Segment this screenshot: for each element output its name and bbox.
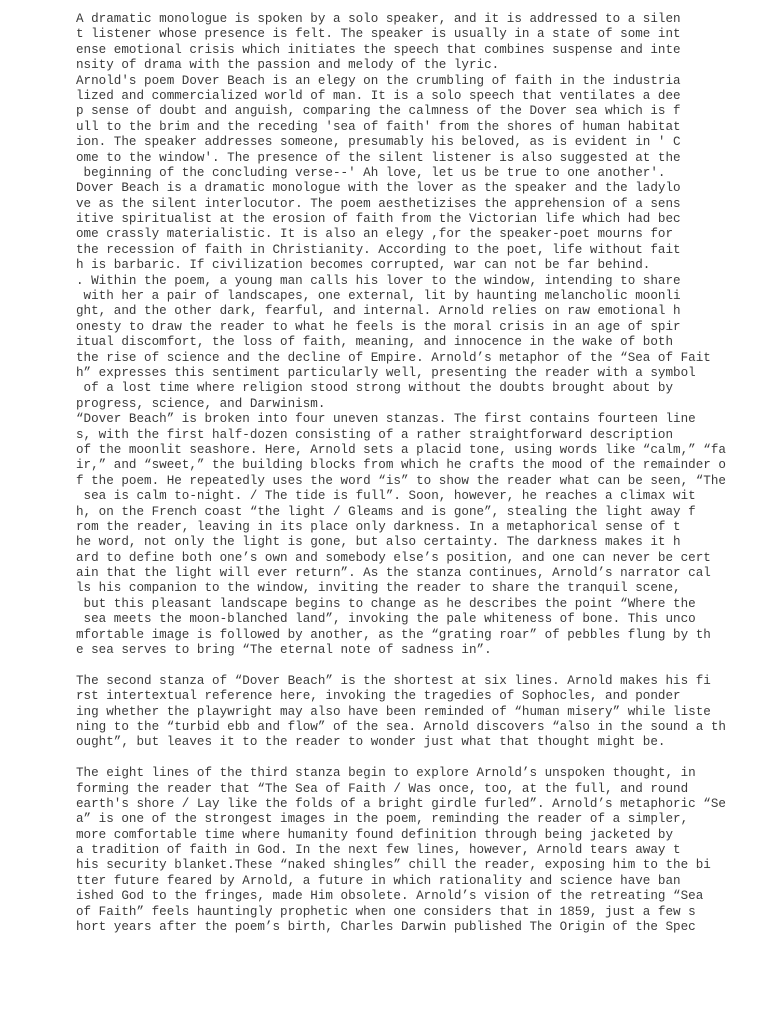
text-line: with her a pair of landscapes, one external, lit by haunting melancholic moonli xyxy=(76,289,681,304)
text-line: sea is calm to-night. / The tide is full”. Soon, however, he reaches a climax wit xyxy=(76,489,696,504)
text-line: ain that the light will ever return”. As the stanza continues, Arnold’s narrator cal xyxy=(76,566,711,581)
paragraph xyxy=(76,412,748,658)
text-line: onesty to draw the reader to what he feels is the moral crisis in an age of spir xyxy=(76,319,681,334)
text-line: lized and commercialized world of man. It is a solo speech that ventilates a dee xyxy=(76,88,681,103)
text-line: h, on the French coast “the light / Gleams and is gone”, stealing the light away f xyxy=(76,504,696,519)
text-line: ought”, but leaves it to the reader to wonder just what that thought might be. xyxy=(76,735,666,750)
text-line: of a lost time where religion stood strong without the doubts brought about by xyxy=(76,381,674,396)
text-line: The eight lines of the third stanza begin to explore Arnold’s unspoken thought, in xyxy=(76,766,696,781)
text-line: rst intertextual reference here, invoking the tragedies of Sophocles, and ponder xyxy=(76,689,681,704)
text-line: ing whether the playwright may also have been reminded of “human misery” while liste xyxy=(76,704,711,719)
text-line: A dramatic monologue is spoken by a solo speaker, and it is addressed to a silen xyxy=(76,12,681,26)
text-line: he word, not only the light is gone, but also certainty. The darkness makes it h xyxy=(76,535,681,550)
text-line: tter future feared by Arnold, a future in which rationality and science have ban xyxy=(76,873,681,888)
paragraph xyxy=(76,274,748,413)
text-line: ard to define both one’s own and somebody else’s position, and one can never be cert xyxy=(76,550,711,565)
text-line: of Faith” feels hauntingly prophetic when one considers that in 1859, just a few s xyxy=(76,904,696,919)
text-line: f the poem. He repeatedly uses the word “is” to show the reader what can be seen, “The xyxy=(76,473,726,488)
text-line: ning to the “turbid ebb and flow” of the sea. Arnold discovers “also in the sound a th xyxy=(76,719,726,734)
text-line: mfortable image is followed by another, as the “grating roar” of pebbles flung by th xyxy=(76,627,711,642)
text-line: his security blanket.These “naked shingles” chill the reader, exposing him to the bi xyxy=(76,858,711,873)
text-line: t listener whose presence is felt. The speaker is usually in a state of some int xyxy=(76,27,681,42)
text-line: The second stanza of “Dover Beach” is the shortest at six lines. Arnold makes his fi xyxy=(76,673,711,688)
text-line: ished God to the fringes, made Him obsolete. Arnold’s vision of the retreating “Sea xyxy=(76,889,704,904)
text-line: s, with the first half-dozen consisting of a rather straightforward description xyxy=(76,427,674,442)
text-line: ense emotional crisis which initiates the speech that combines suspense and inte xyxy=(76,42,681,57)
paragraph xyxy=(76,74,748,182)
blank-line xyxy=(76,658,748,673)
text-line: of the moonlit seashore. Here, Arnold sets a placid tone, using words like “calm,” “fa xyxy=(76,442,726,457)
text-line: ls his companion to the window, inviting the reader to share the tranquil scene, xyxy=(76,581,681,596)
document-page xyxy=(76,12,748,935)
text-line: sea meets the moon-blanched land”, invoking the pale whiteness of bone. This unco xyxy=(76,612,696,627)
text-line: hort years after the poem’s birth, Charles Darwin published The Origin of the Spec xyxy=(76,920,696,935)
text-line: h is barbaric. If civilization becomes corrupted, war can not be far behind. xyxy=(76,258,651,273)
text-line: nsity of drama with the passion and melody of the lyric. xyxy=(76,58,500,73)
text-line: more comfortable time where humanity found definition through being jacketed by xyxy=(76,827,674,842)
text-line: progress, science, and Darwinism. xyxy=(76,396,326,411)
text-line: earth's shore / Lay like the folds of a bright girdle furled”. Arnold’s metaphoric “Se xyxy=(76,796,726,811)
text-line: a” is one of the strongest images in the poem, reminding the reader of a simpler, xyxy=(76,812,689,827)
text-line: itive spiritualist at the erosion of faith from the Victorian life which had bec xyxy=(76,212,681,227)
text-line: . Within the poem, a young man calls his lover to the window, intending to share xyxy=(76,273,681,288)
text-line: ull to the brim and the receding 'sea of faith' from the shores of human habitat xyxy=(76,119,681,134)
text-line: Arnold's poem Dover Beach is an elegy on the crumbling of faith in the industria xyxy=(76,73,681,88)
text-line: h” expresses this sentiment particularly well, presenting the reader with a symbol xyxy=(76,365,696,380)
text-line: ion. The speaker addresses someone, presumably his beloved, as is evident in ' C xyxy=(76,135,681,150)
paragraph xyxy=(76,658,748,750)
text-line: ir,” and “sweet,” the building blocks from which he crafts the mood of the remainder o xyxy=(76,458,726,473)
text-line: a tradition of faith in God. In the next few lines, however, Arnold tears away t xyxy=(76,843,681,858)
text-line: forming the reader that “The Sea of Faith / Was once, too, at the full, and round xyxy=(76,781,689,796)
text-line: the recession of faith in Christianity. According to the poet, life without fait xyxy=(76,242,681,257)
paragraph xyxy=(76,12,748,74)
text-line: ome crassly materialistic. It is also an elegy ,for the speaker-poet mourns for xyxy=(76,227,674,242)
text-line: ve as the silent interlocutor. The poem aesthetizises the apprehension of a sens xyxy=(76,196,681,211)
text-line: ome to the window'. The presence of the silent listener is also suggested at the xyxy=(76,150,681,165)
text-line: but this pleasant landscape begins to change as he describes the point “Where the xyxy=(76,596,696,611)
text-line: Dover Beach is a dramatic monologue with the lover as the speaker and the ladylo xyxy=(76,181,681,196)
text-line: p sense of doubt and anguish, comparing the calmness of the Dover sea which is f xyxy=(76,104,681,119)
paragraph xyxy=(76,181,748,273)
text-line: e sea serves to bring “The eternal note of sadness in”. xyxy=(76,643,492,658)
text-line: rom the reader, leaving in its place only darkness. In a metaphorical sense of t xyxy=(76,519,681,534)
text-line: beginning of the concluding verse--' Ah love, let us be true to one another'. xyxy=(76,165,666,180)
text-line: the rise of science and the decline of Empire. Arnold’s metaphor of the “Sea of Fait xyxy=(76,350,711,365)
blank-line xyxy=(76,751,748,766)
text-line: “Dover Beach” is broken into four uneven stanzas. The first contains fourteen line xyxy=(76,412,696,427)
text-line: itual discomfort, the loss of faith, meaning, and innocence in the wake of both xyxy=(76,335,674,350)
text-line: ght, and the other dark, fearful, and internal. Arnold relies on raw emotional h xyxy=(76,304,681,319)
paragraph xyxy=(76,751,748,936)
